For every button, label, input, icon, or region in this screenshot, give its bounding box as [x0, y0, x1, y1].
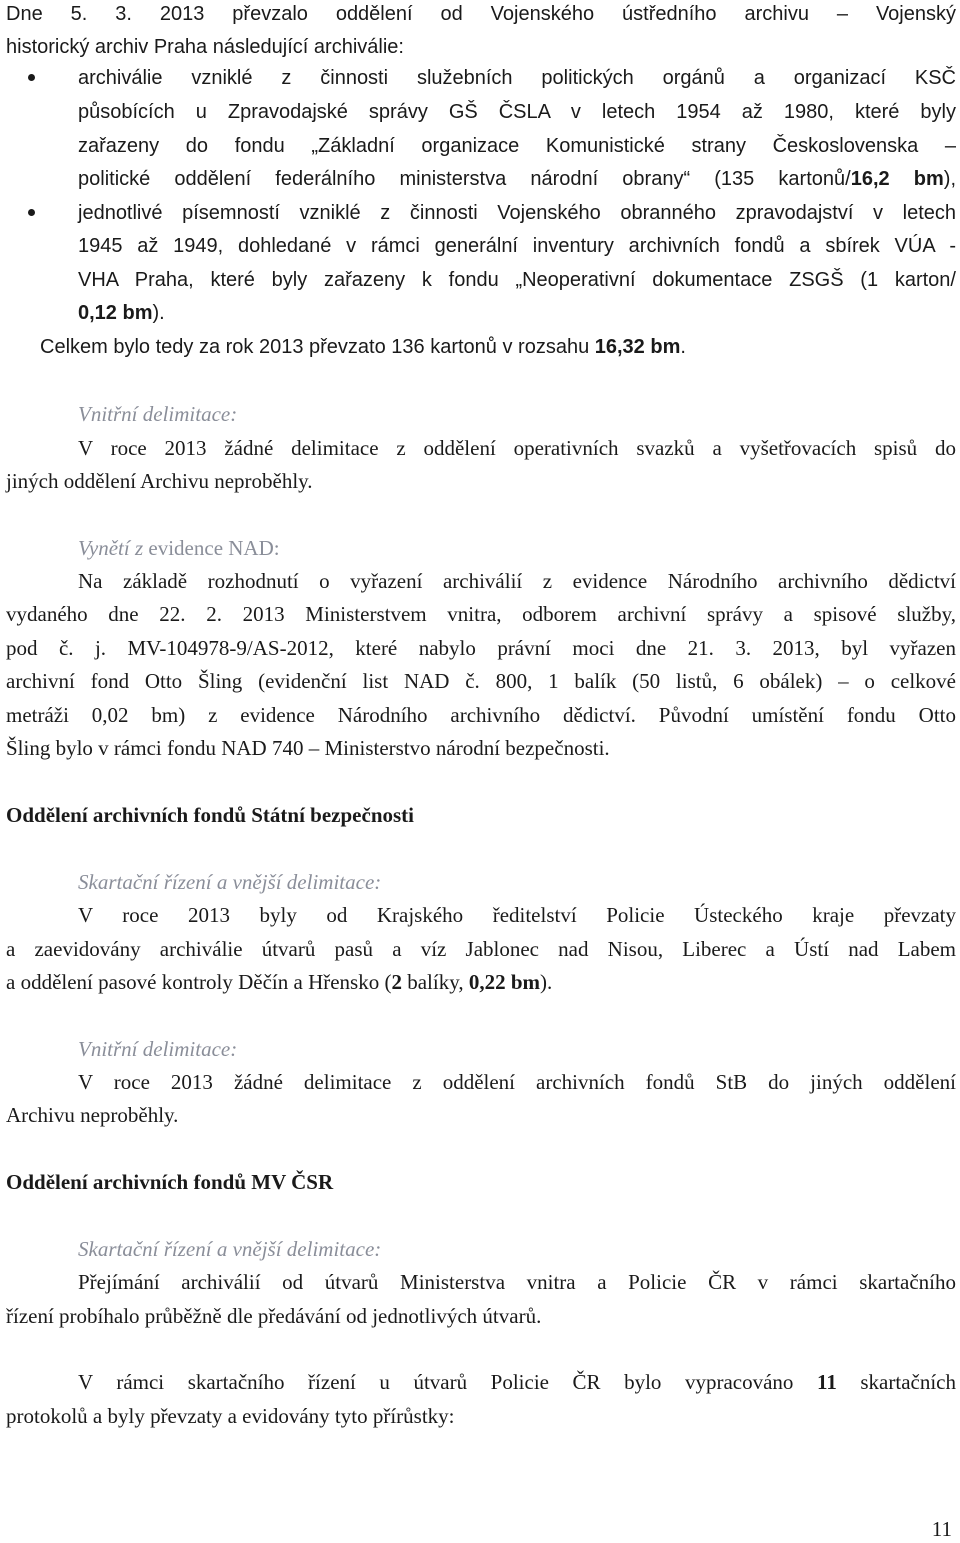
intro-line-2: historický archiv Praha následující archiválie:: [6, 36, 404, 58]
vyneti-line-6: Šling bylo v rámci fondu NAD 740 – Ministerstvo národní bezpečnosti.: [6, 736, 610, 760]
vyneti-line-1: Na základě rozhodnutí o vyřazení archiválií z evidence Národního archivního dědictví: [78, 569, 956, 593]
bullet1-line-3: zařazeny do fondu „Základní organizace Komunistické strany Československa –: [78, 135, 956, 157]
vyneti-line-3: pod č. j. MV-104978-9/AS-2012, které nabylo právní moci dne 21. 3. 2013, byl vyřazen: [6, 636, 956, 660]
vnitrni-stb-line-2: Archivu neproběhly.: [6, 1103, 179, 1127]
bullet2-line-4: 0,12 bm).: [78, 302, 165, 324]
mv-p1-line-2: řízení probíhalo průběžně dle předávání od jednotlivých útvarů.: [6, 1304, 542, 1328]
subheading-vnitrni-delimitace-stb: Vnitřní delimitace:: [78, 1037, 238, 1061]
total-line: Celkem bylo tedy za rok 2013 převzato 136 kartonů v rozsahu 16,32 bm.: [40, 336, 686, 358]
vyneti-line-2: vydaného dne 22. 2. 2013 Ministerstvem vnitra, odborem archivní správy a spisové služby,: [6, 602, 956, 626]
section-heading-stb: Oddělení archivních fondů Státní bezpečnosti: [6, 803, 415, 827]
section-heading-mv-csr: Oddělení archivních fondů MV ČSR: [6, 1170, 334, 1194]
vyneti-line-4: archivní fond Otto Šling (evidenční list NAD č. 800, 1 balík (50 listů, 6 obálek) – o celkové: [6, 669, 956, 693]
bullet1-line-2: působících u Zpravodajské správy GŠ ČSLA v letech 1954 až 1980, které byly: [78, 101, 956, 123]
skartacni-stb-line-2: a zaevidovány archiválie útvarů pasů a víz Jablonec nad Nisou, Liberec a Ústí nad Labem: [6, 937, 956, 961]
bullet2-line-1: jednotlivé písemností vzniklé z činnosti Vojenského obranného zpravodajství v letech: [78, 202, 956, 224]
bullet-dot: [28, 74, 35, 81]
bullet1-line-4: politické oddělení federálního ministerstva národní obrany“ (135 kartonů/16,2 bm),: [78, 168, 956, 190]
mv-p1-line-1: Přejímání archiválií od útvarů Ministerstva vnitra a Policie ČR v rámci skartačního: [78, 1270, 956, 1294]
subheading-vyneti-z-evidence: Vynětí z evidence NAD:: [78, 536, 280, 560]
vnitrni-line-2: jiných oddělení Archivu neproběhly.: [6, 469, 313, 493]
skartacni-stb-line-3: a oddělení pasové kontroly Děčín a Hřensko (2 balíky, 0,22 bm).: [6, 970, 553, 994]
page-number: 11: [931, 1517, 952, 1541]
bullet1-line-1: archiválie vzniklé z činnosti služebních politických orgánů a organizací KSČ: [78, 67, 956, 89]
vyneti-line-5: metráži 0,02 bm) z evidence Národního archivního dědictví. Původní umístění fondu Otto: [6, 703, 956, 727]
subheading-skartacni-rizeni-stb: Skartační řízení a vnější delimitace:: [78, 870, 382, 894]
bullet2-line-3: VHA Praha, které byly zařazeny k fondu „Neoperativní dokumentace ZSGŠ (1 karton/: [78, 269, 956, 291]
mv-p2-line-2: protokolů a byly převzaty a evidovány tyto přírůstky:: [6, 1404, 455, 1428]
bullet-dot: [28, 209, 35, 216]
subheading-vnitrni-delimitace: Vnitřní delimitace:: [78, 402, 238, 426]
skartacni-stb-line-1: V roce 2013 byly od Krajského ředitelství Policie Ústeckého kraje převzaty: [78, 903, 956, 927]
vnitrni-line-1: V roce 2013 žádné delimitace z oddělení operativních svazků a vyšetřovacích spisů do: [78, 436, 956, 460]
intro-line-1: Dne 5. 3. 2013 převzalo oddělení od Vojenského ústředního archivu – Vojenský: [6, 3, 956, 25]
subheading-skartacni-rizeni-mv: Skartační řízení a vnější delimitace:: [78, 1237, 382, 1261]
vnitrni-stb-line-1: V roce 2013 žádné delimitace z oddělení archivních fondů StB do jiných oddělení: [78, 1070, 956, 1094]
mv-p2-line-1: V rámci skartačního řízení u útvarů Policie ČR bylo vypracováno 11 skartačních: [78, 1370, 956, 1394]
bullet2-line-2: 1945 až 1949, dohledané v rámci generální inventury archivních fondů a sbírek VÚA -: [78, 235, 956, 257]
